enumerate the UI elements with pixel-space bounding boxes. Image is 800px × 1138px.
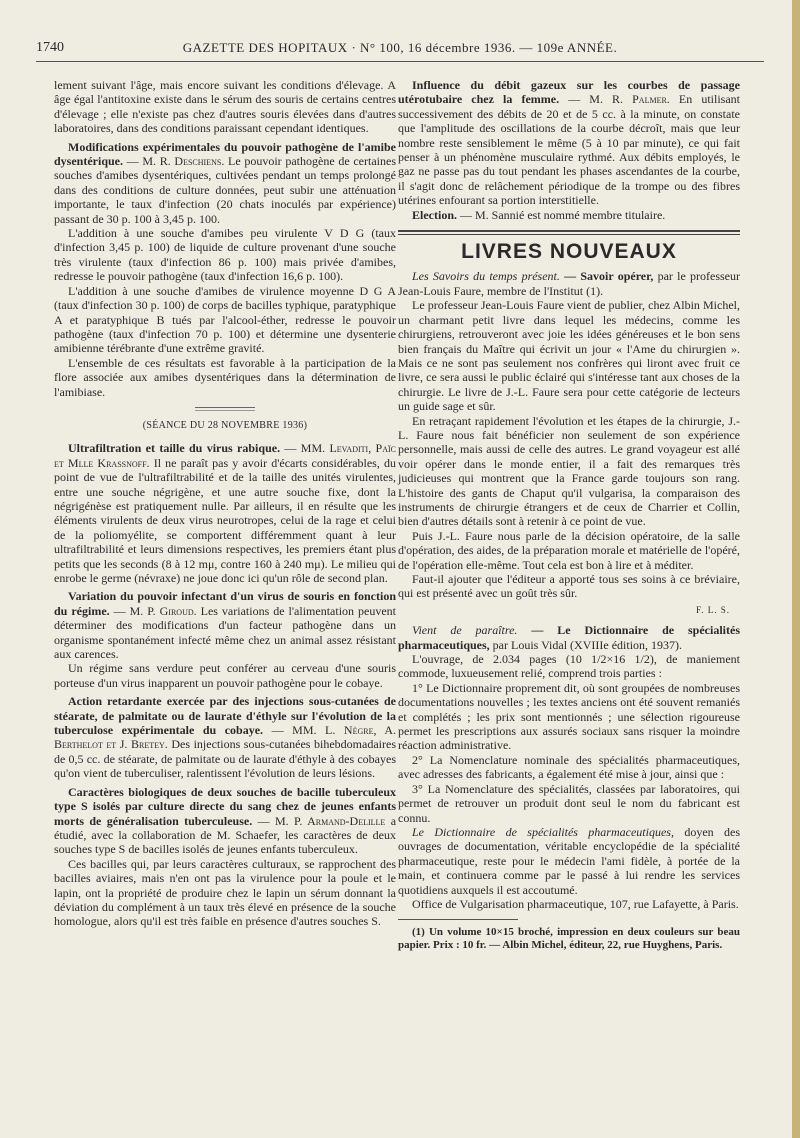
paragraph: lement suivant l'âge, mais encore suivant les conditions d'élevage. A âge égal l'antitoxine existe dans le sérum des souris de certains centres d'élevage ; elle n'existe pas chez d'autres souris élevées dans d'autres laboratoires, dans des conditions paraissant cependant identiques. [54,78,396,136]
author: Deschiens [174,154,222,169]
paragraph: En retraçant rapidement l'évolution et les étapes de la chirurgie, J.-L. Faure nous fait bénéficier non seulement de son expérience personnelle, mais aussi de celle des autres. Le grand voyageur est allé voir opérer dans le monde entier, il a fait des remarques très judicieuses qui montrent que la France garde toujours son rang. L'histoire des gants de Chaput qu'il vulgarisa, la comparaison des instruments de chirurgie étrangers et de ceux de Charrier et Collin, bien d'autres détails sont à retenir à ce point de vue. [398,413,740,529]
paragraph: Election. — M. Sannié est nommé membre titulaire. [412,207,666,222]
article-title: Modifications expérimentales du pouvoir pathogène de l'amibe dysentérique. [54,139,396,169]
book-title: — Savoir opérer, [559,269,654,284]
signature: F. L. S. [695,604,730,615]
authors: — MM. L. Nègre, A. Berthelot et J. Bretey. [54,723,397,752]
page-edge [792,0,800,1138]
paragraph: Faut-il ajouter que l'éditeur a apporté tous ses soins à ce bréviaire, qui est présenté avec un goût très sûr. [398,572,740,601]
paragraph: Office de Vulgarisation pharmaceutique, 107, rue Lafayette, à Paris. [412,896,739,911]
paragraph: Le professeur Jean-Louis Faure vient de publier, chez Albin Michel, un charmant petit livre dans lequel les médecins, comme les chirurgiens, retrouveront avec joie les idées généreuses et le bon sens bien français du Maître qui écrivit un jour « l'Ame du chirurgien ». Mais ce ne sont pas seulement nos confrères qui liront avec fruit ce livre, ce sera aussi le public éclairé qui s'intéresse tant aux choses de la chirurgie. Le livre de J.-L. Faure sera pour cette catégorie de lecteurs un guide sage et sûr. [398,298,740,414]
paragraph: Caractères biologiques de deux souches de bacille tuberculeux type S isolés par culture directe du sang chez de jeunes enfants morts de généralisation tuberculeuse. — M. P. Armand-Delille a étudié, avec la collaboration de M. Schaefer, les caractères de deux souches type S de bacilles isolés de jeunes enfants tuberculeux. [54,784,397,857]
left-column [54,78,396,929]
footnote-rule [398,919,518,920]
paragraph: Les Savoirs du temps présent. — Savoir opérer, par le professeur Jean-Louis Faure, membre de l'Institut (1). [398,269,740,298]
article-title: Action retardante exercée par des injections sous-cutanées de stéarate, de palmitate ou de laurate d'éthyle sur l'évolution de la tuberculose expérimentale du cobaye. [54,694,396,738]
paragraph: Variation du pouvoir infectant d'un virus de souris en fonction du régime. — M. P. Giroud. Les variations de l'alimentation peuvent déterminer des modifications d'un facteur pathogène dans un organisme spontanément infecté même chez un animal assez résistant aux carences. [54,589,397,662]
paragraph: Influence du débit gazeux sur les courbes de passage utérotubaire chez la femme. — M. R. Palmer. En utilisant successivement des débits de 20 et de 5 cc. à la minute, on constate que l'amplitude des oscillations de la courbe décroît, mais que leur nombre reste sensiblement le même (5 à 10 par minute), ce qui fait penser à un phénomène musculaire rythmé. Aux débits employés, le gaz ne passe pas du tout pendant les phases ascendantes de la courbe, il s'agit donc de relâchement périodique de la trompe ou des fibres utérines enfourant sa portion interstitielle. [398,78,740,208]
running-title: GAZETTE DES HOPITAUX · N° 100, 16 décembre 1936. — 109e ANNÉE. [182,40,618,55]
paragraph: L'addition à une souche d'amibes de virulence moyenne D G A (taux d'infection 30 p. 100) de corps de bacilles typhique, paratyphique A et paratyphique B tués par l'alcool-éther, redresse le pouvoir pathogène (taux d'infection 70 p. 100) et détermine une dysenterie amibienne térébrante d'une extrême gravité. [54,283,396,356]
session-heading: (SÉANCE DU 28 NOVEMBRE 1936) [142,419,308,431]
paragraph: L'addition à une souche d'amibes peu virulente V D G (taux d'infection 3,45 p. 100) de liquide de culture provenant d'une souche très virulente (taux d'infection 86 p. 100) mais privée d'amibes, redresse le pouvoir pathogène (taux d'infection 16,6 p. 100). [54,226,396,284]
paragraph: Ces bacilles qui, par leurs caractères culturaux, se rapprochent des bacilles aviaires, mais n'en ont pas la virulence pour la poule et le lapin, ont la propriété de produire chez le lapin un sérum donnant la déviation du complément à un taux très élevé en présence de la souche homologue, alors qu'il est très faible en présence d'autres souches S. [54,856,396,929]
series-name: Les Savoirs du temps présent. [412,269,560,284]
paragraph: 2° La Nomenclature nominale des spécialités pharmaceutiques, avec adresses des fabricants, a également été mise à jour, ainsi que : [398,752,740,782]
article-title: Variation du pouvoir infectant d'un virus de souris en fonction du régime. [54,589,396,618]
author: — M. P. Giroud. [109,603,197,618]
paragraph: 3° La Nomenclature des spécialités, classées par laboratoires, qui permet de retrouver un produit dont seul le nom du fabricant est connu. [398,781,740,825]
paragraph: Puis J.-L. Faure nous parle de la décision opératoire, de la salle d'opération, des aides, de la préparation morale et matérielle de l'opéré, de l'opération elle-même. Tout cela est bon à lire et à méditer. [398,528,740,572]
paragraph: L'ensemble de ces résultats est favorable à la participation de la flore associée aux amibes dysentériques dans la détermination de l'amibiase. [54,355,396,399]
paragraph: Ultrafiltration et taille du virus rabique. — MM. Levaditi, Païc et Mlle Krassnoff. Il ne paraît pas y avoir d'écarts considérables, du point de vue de l'ultrafiltrabilité et de la taille des unités virulentes, entre une souche négrigène, et une autre souche fixe, dont la négrigénèse est pratiquement nulle. Par ailleurs, il en résulte que les éléments virulents de deux virus neurotropes, celui de la rage et celui de la poliomyélite, se comportent différemment quant à leur ultrafiltrabilité et leurs dimensions respectives, les premiers étant plus petits que les seconds (8 à 12 mμ, contre 160 à 240 mμ). Le milieu qui enrobe le germe (névraxe) ne joue donc ici qu'un rôle de second plan. [54,441,397,585]
article-title: Election. [412,207,457,222]
paragraph: 1° Le Dictionnaire proprement dit, où sont groupées de nombreuses documentations nouvelles ; les textes anciens ont été souvent remaniés et complétés ; les prix sont mentionnés ; une sélection rigoureuse permet les prescriptions aux assurés sociaux sans risquer la moindre réaction administrative. [398,680,740,753]
paragraph: L'ouvrage, de 2.034 pages (10 1/2×16 1/2), de maniement commode, luxueusement relié, comprend trois parties : [398,652,740,681]
page-number: 1740 [36,40,64,55]
separator [195,407,255,411]
article-title: Influence du débit gazeux sur les courbes de passage utérotubaire chez la femme. [398,78,740,107]
paragraph: Un régime sans verdure peut conférer au cerveau d'une souris porteuse d'un virus inapparent un pouvoir pathogène pour le cobaye. [54,661,396,690]
article-title: Caractères biologiques de deux souches de bacille tuberculeux type S isolés par culture directe du sang chez de jeunes enfants morts de généralisation tuberculeuse. [54,784,396,828]
authors: — MM. Levaditi, Païc et Mlle Krassnoff. [54,441,396,470]
footnote: (1) Un volume 10×15 broché, impression en deux couleurs sur beau papier. Prix : 10 fr. — Albin Michel, éditeur, 22, rue Huyghens, Paris. [398,926,740,952]
paragraph: Le Dictionnaire de spécialités pharmaceutiques, doyen des ouvrages de documentation, véritable encyclopédie de la spécialité pharmaceutique, reste pour le médecin l'ami fidèle, à portée de la main, et continuera comme par le passé à lui rendre les services quotidiens auxquels il est accoutumé. [398,824,740,897]
book-title: — Le Dictionnaire de spécialités pharmaceutiques, [398,623,740,652]
paragraph: Action retardante exercée par des injections sous-cutanées de stéarate, de palmitate ou de laurate d'éthyle sur l'évolution de la tuberculose expérimentale du cobaye. — MM. L. Nègre, A. Berthelot et J. Bretey. Des injections sous-cutanées bihebdomadaires de 0,5 cc. de stéarate, de palmitate ou de laurate d'éthyle à des cobayes qu'on vient de tuberculiser, ralentissent l'évolution de leurs lésions. [54,694,397,781]
paragraph: Vient de paraître. — Le Dictionnaire de spécialités pharmaceutiques, par Louis Vidal (XVIIIe édition, 1937). [398,623,740,652]
book-title: Le Dictionnaire de spécialités pharmaceutiques, [412,824,674,839]
section-rule [398,230,740,235]
section-title: LIVRES NOUVEAUX [461,240,677,264]
author: — M. R. Palmer. [559,92,670,107]
page-header [36,38,764,62]
right-column [398,78,740,952]
lead-in: Vient de paraître. [412,623,518,638]
authors: — M. P. Armand-Delille [252,813,386,828]
article-title: Ultrafiltration et taille du virus rabique. [68,441,281,456]
paragraph: Modifications expérimentales du pouvoir pathogène de l'amibe dysentérique. — M. R. Deschiens. Le pouvoir pathogène de certaines souches d'amibes dysentériques, cultivées pendant un temps prolongé dans des conditions de culture données, peut subir une atténuation importante, le taux d'infection (20 chats inoculés par expérience) passant de 30 p. 100 à 3,45 p. 100. [54,139,396,226]
header-rule [36,61,764,62]
